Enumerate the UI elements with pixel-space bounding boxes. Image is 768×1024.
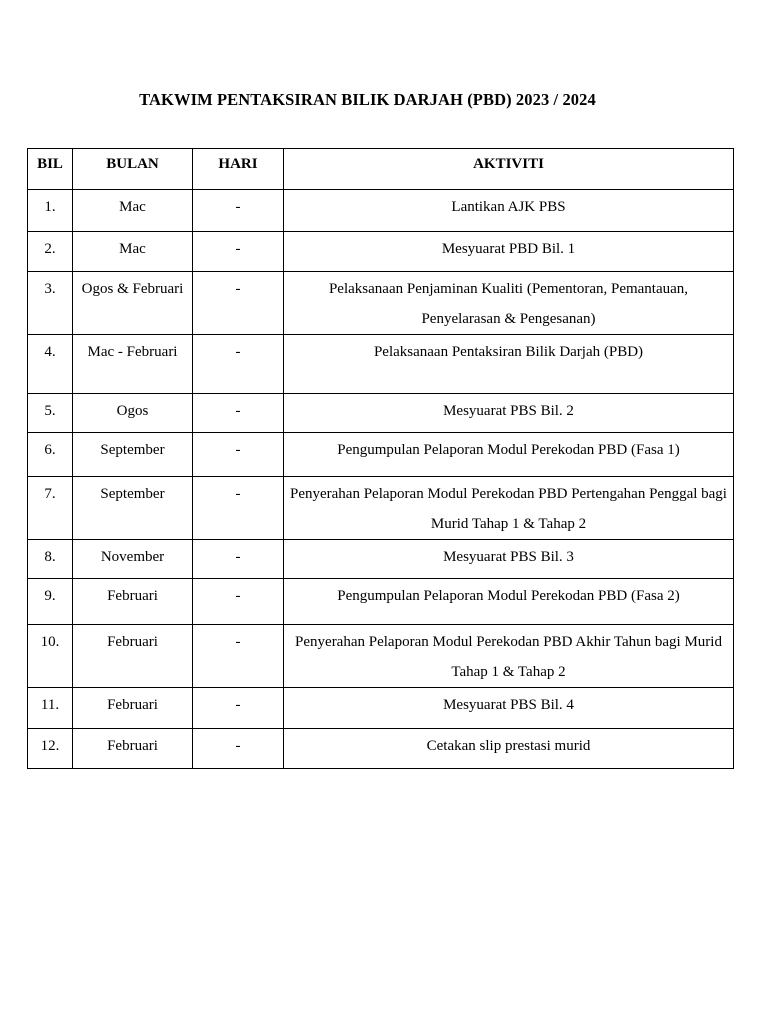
cell-aktiviti: Penyerahan Pelaporan Modul Perekodan PBD Akhir Tahun bagi Murid Tahap 1 & Tahap 2 (284, 625, 734, 688)
table-row (28, 579, 734, 625)
cell-bil: 2. (28, 232, 73, 272)
cell-hari: - (193, 433, 284, 477)
header-hari: HARI (193, 149, 284, 190)
cell-hari: - (193, 394, 284, 433)
cell-aktiviti: Pelaksanaan Penjaminan Kualiti (Pementoran, Pemantauan, Penyelarasan & Pengesanan) (284, 272, 734, 335)
cell-bulan: Ogos & Februari (73, 272, 193, 335)
cell-bil: 3. (28, 272, 73, 335)
table-row (28, 272, 734, 335)
cell-aktiviti: Cetakan slip prestasi murid (284, 729, 734, 769)
cell-bil: 12. (28, 729, 73, 769)
header-aktiviti: AKTIVITI (284, 149, 734, 190)
cell-bulan: Februari (73, 579, 193, 625)
header-bulan: BULAN (73, 149, 193, 190)
cell-hari: - (193, 190, 284, 232)
cell-bil: 5. (28, 394, 73, 433)
table-row (28, 190, 734, 232)
cell-aktiviti: Penyerahan Pelaporan Modul Perekodan PBD Pertengahan Penggal bagi Murid Tahap 1 & Tahap 2 (284, 477, 734, 540)
takwim-table (27, 148, 734, 769)
cell-bulan: Februari (73, 688, 193, 729)
cell-bulan: Februari (73, 625, 193, 688)
cell-bulan: September (73, 477, 193, 540)
cell-aktiviti: Mesyuarat PBS Bil. 4 (284, 688, 734, 729)
table-header-row (28, 149, 734, 190)
cell-bil: 8. (28, 540, 73, 579)
cell-aktiviti: Pengumpulan Pelaporan Modul Perekodan PBD (Fasa 1) (284, 433, 734, 477)
cell-bulan: Mac - Februari (73, 335, 193, 394)
cell-hari: - (193, 625, 284, 688)
table-row (28, 625, 734, 688)
cell-bulan: Februari (73, 729, 193, 769)
cell-bulan: Ogos (73, 394, 193, 433)
cell-hari: - (193, 688, 284, 729)
table-row (28, 335, 734, 394)
table-row (28, 688, 734, 729)
table-row (28, 477, 734, 540)
cell-bulan: September (73, 433, 193, 477)
cell-bil: 7. (28, 477, 73, 540)
cell-aktiviti: Mesyuarat PBS Bil. 3 (284, 540, 734, 579)
table-row (28, 433, 734, 477)
header-bil: BIL (28, 149, 73, 190)
cell-bil: 1. (28, 190, 73, 232)
table-row (28, 729, 734, 769)
cell-bil: 4. (28, 335, 73, 394)
cell-bil: 9. (28, 579, 73, 625)
cell-aktiviti: Mesyuarat PBS Bil. 2 (284, 394, 734, 433)
cell-aktiviti: Pelaksanaan Pentaksiran Bilik Darjah (PBD) (284, 335, 734, 394)
table-row (28, 394, 734, 433)
table-row (28, 540, 734, 579)
cell-bil: 11. (28, 688, 73, 729)
table-row (28, 232, 734, 272)
cell-bil: 6. (28, 433, 73, 477)
cell-hari: - (193, 579, 284, 625)
cell-bulan: November (73, 540, 193, 579)
cell-aktiviti: Lantikan AJK PBS (284, 190, 734, 232)
cell-bulan: Mac (73, 232, 193, 272)
cell-hari: - (193, 540, 284, 579)
page-title: TAKWIM PENTAKSIRAN BILIK DARJAH (PBD) 2023 / 2024 (139, 90, 596, 109)
cell-aktiviti: Pengumpulan Pelaporan Modul Perekodan PBD (Fasa 2) (284, 579, 734, 625)
cell-hari: - (193, 477, 284, 540)
cell-aktiviti: Mesyuarat PBD Bil. 1 (284, 232, 734, 272)
cell-hari: - (193, 272, 284, 335)
cell-hari: - (193, 232, 284, 272)
cell-hari: - (193, 729, 284, 769)
cell-bil: 10. (28, 625, 73, 688)
cell-bulan: Mac (73, 190, 193, 232)
cell-hari: - (193, 335, 284, 394)
